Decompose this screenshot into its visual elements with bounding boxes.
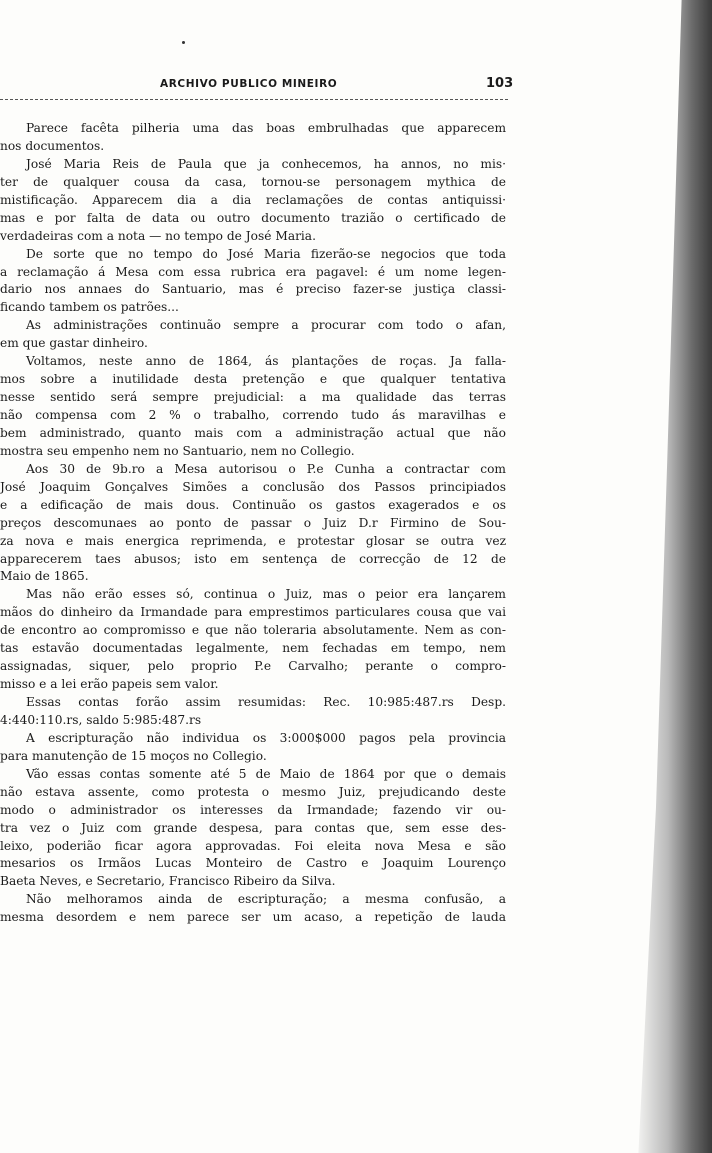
text-line: dario nos annaes do Santuario, mas é preciso fazer-se justiça classi-	[0, 282, 506, 297]
text-line: za nova e mais energica reprimenda, e protestar glosar se outra vez	[0, 533, 506, 548]
text-line: a reclamação á Mesa com essa rubrica era pagavel: é um nome legen-	[0, 264, 506, 279]
text-line: misso e a lei erão papeis sem valor.	[0, 677, 219, 692]
text-line: preços descomunaes ao ponto de passar o Juiz D.r Firmino de Sou-	[0, 515, 506, 530]
text-line: assignadas, siquer, pelo proprio P.e Carvalho; perante o compro-	[0, 659, 506, 674]
text-line: Aos 30 de 9b.ro a Mesa autorisou o P.e Cunha a contractar com	[26, 461, 506, 476]
text-line: leixo, poderião ficar agora approvadas. Foi eleita nova Mesa e são	[0, 838, 506, 853]
text-line: para manutenção de 15 moços no Collegio.	[0, 748, 267, 763]
text-line: mesarios os Irmãos Lucas Monteiro de Castro e Joaquim Lourenço	[0, 856, 506, 871]
text-line: bem administrado, quanto mais com a administração actual que não	[0, 425, 506, 440]
text-line: não estava assente, como protesta o mesmo Juiz, prejudicando deste	[0, 784, 506, 799]
text-line: ficando tambem os patrões...	[0, 300, 179, 315]
text-line: de encontro ao compromisso e que não toleraria absolutamente. Nem as con-	[0, 623, 506, 638]
text-line: mesma desordem e nem parece ser um acaso, a repetição de lauda	[0, 910, 506, 925]
text-line: As administrações continuão sempre a procurar com todo o afan,	[26, 318, 506, 333]
text-line: José Joaquim Gonçalves Simões a conclusão dos Passos principiados	[0, 479, 506, 494]
text-line: ter de qualquer cousa da casa, tornou-se personagem mythica de	[0, 174, 506, 189]
text-line: mos sobre a inutilidade desta pretenção e que qualquer tentativa	[0, 372, 506, 387]
text-line: mas e por falta de data ou outro documento trazião o certificado de	[0, 210, 506, 225]
running-header	[0, 76, 514, 98]
text-line: Parece facêta pilheria uma das boas embrulhadas que apparecem	[26, 121, 506, 135]
text-line: verdadeiras com a nota — no tempo de José Maria.	[0, 228, 316, 243]
text-line: José Maria Reis de Paula que ja conhecemos, ha annos, no mis·	[26, 156, 506, 171]
text-line: nesse sentido será sempre prejudicial: a ma qualidade das terras	[0, 390, 506, 405]
text-line: Voltamos, neste anno de 1864, ás plantações de roças. Ja falla-	[26, 354, 506, 369]
text-line: De sorte que no tempo do José Maria fizerão-se negocios que toda	[26, 246, 506, 261]
text-line: Vão essas contas somente até 5 de Maio de 1864 por que o demais	[26, 766, 506, 781]
header-rule	[0, 99, 508, 100]
text-line: mostra seu empenho nem no Santuario, nem no Collegio.	[0, 443, 355, 458]
book-gutter-shadow	[632, 0, 712, 1153]
text-line: e a edificação de mais dous. Continuão os gastos exagerados e os	[0, 497, 506, 512]
text-line: não compensa com 2 % o trabalho, correndo tudo ás maravilhas e	[0, 408, 506, 422]
text-line: A escripturação não individua os 3:000$000 pagos pela provincia	[26, 730, 506, 745]
text-line: Maio de 1865.	[0, 569, 89, 584]
text-line: Baeta Neves, e Secretario, Francisco Ribeiro da Silva.	[0, 874, 336, 889]
body-text	[0, 120, 506, 927]
print-speck	[182, 41, 185, 44]
text-line: nos documentos.	[0, 138, 105, 153]
text-line: modo o administrador os interesses da Irmandade; fazendo vir ou-	[0, 802, 506, 817]
text-line: em que gastar dinheiro.	[0, 336, 148, 351]
text-line: apparecerem taes abusos; isto em sentença de correcção de 12 de	[0, 551, 506, 566]
text-line: tra vez o Juiz com grande despesa, para contas que, sem esse des-	[0, 820, 506, 835]
text-line: Essas contas forão assim resumidas: Rec. 10:985:487.rs Desp.	[26, 695, 506, 709]
text-line: mistificação. Apparecem dia a dia reclamações de contas antiquissi·	[0, 192, 506, 207]
text-line: Não melhoramos ainda de escripturação; a mesma confusão, a	[26, 892, 506, 907]
running-title: ARCHIVO PUBLICO MINEIRO	[160, 78, 338, 90]
text-line: mãos do dinheiro da Irmandade para emprestimos particulares cousa que vai	[0, 605, 506, 620]
text-line: 4:440:110.rs, saldo 5:985:487.rs	[0, 712, 202, 727]
page-number: 103	[486, 76, 514, 91]
text-line: Mas não erão esses só, continua o Juiz, mas o peior era lançarem	[26, 587, 506, 602]
text-line: tas estavão documentadas legalmente, nem fechadas em tempo, nem	[0, 641, 506, 656]
